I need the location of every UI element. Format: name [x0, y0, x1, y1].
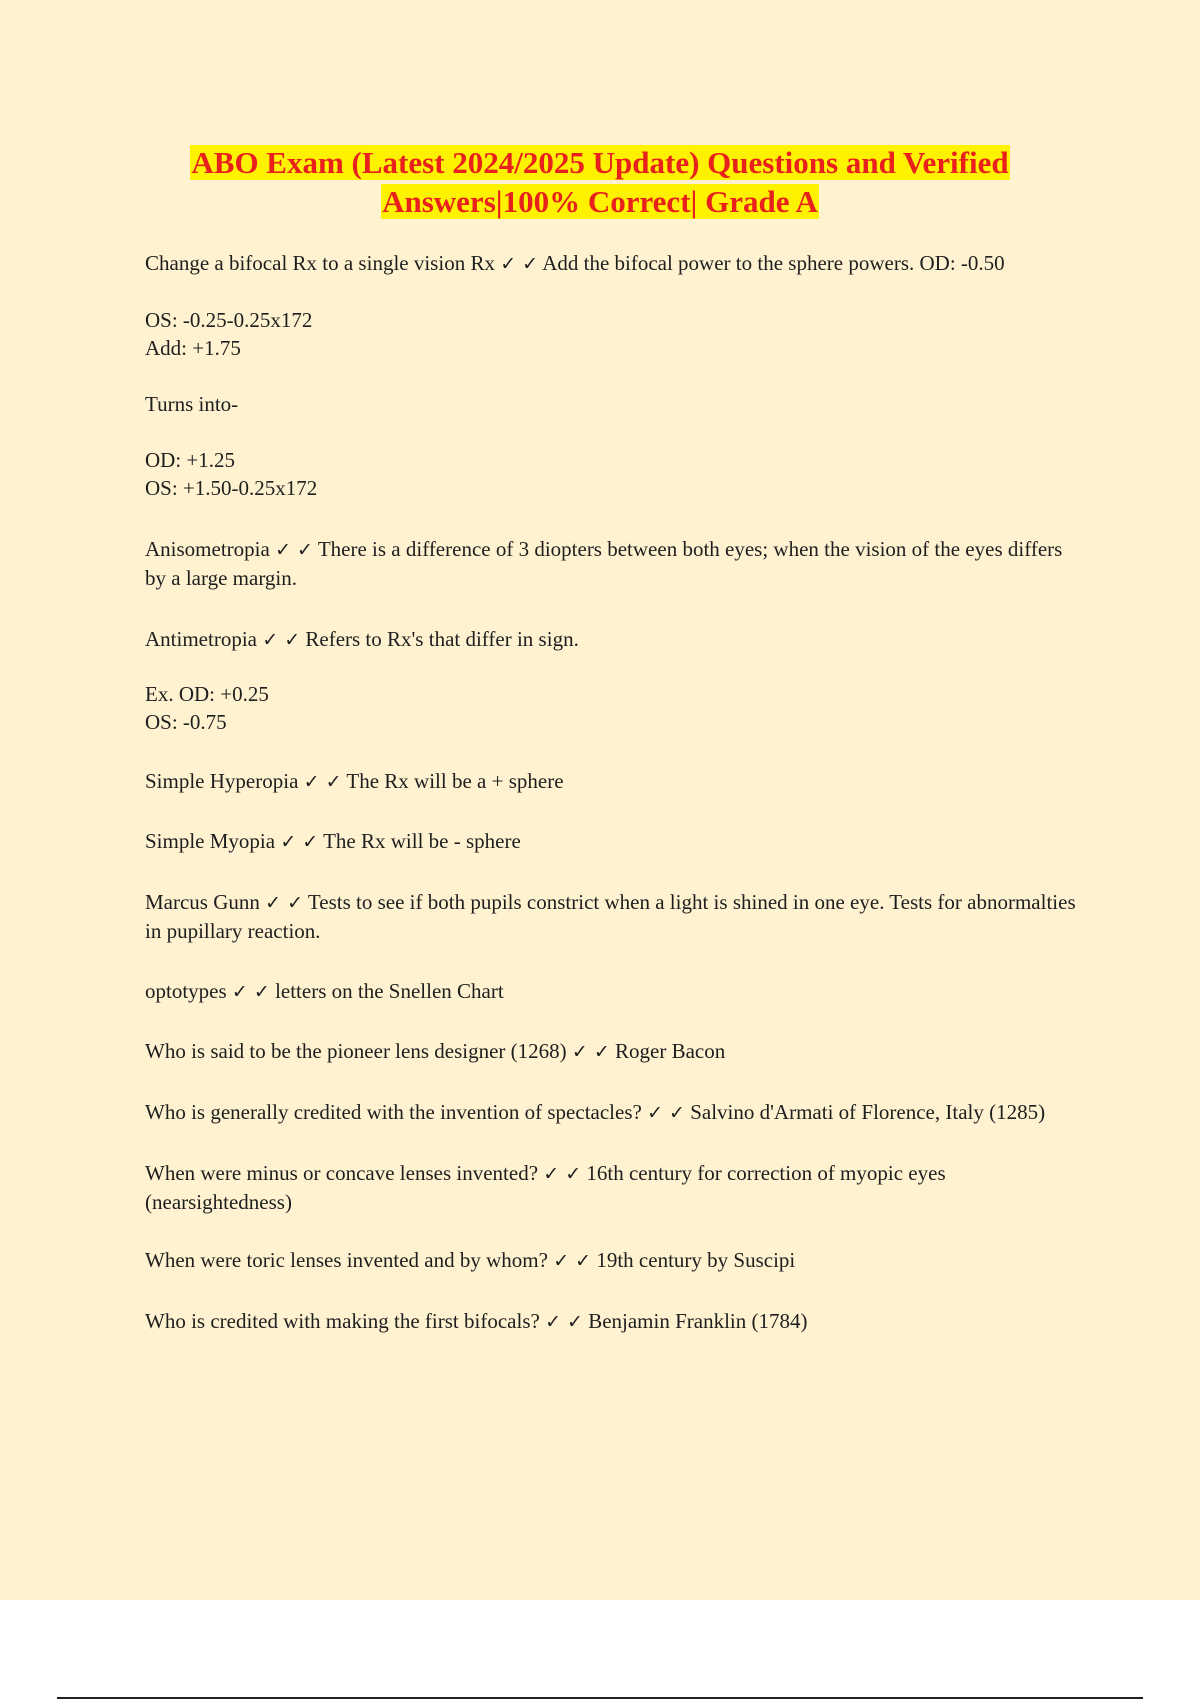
double-check-icon: ✓ ✓	[647, 1102, 685, 1124]
qa-extra-line: OS: -0.75	[145, 710, 227, 734]
qa-entry	[145, 767, 1085, 796]
qa-extra-line: Ex. OD: +0.25	[145, 682, 269, 706]
qa-entry	[145, 1037, 1085, 1066]
qa-entry	[145, 1307, 1085, 1336]
qa-term: Who is generally credited with the invention of spectacles?	[145, 1100, 642, 1124]
double-check-icon: ✓ ✓	[262, 629, 301, 651]
qa-extra-line: OD: +1.25	[145, 448, 236, 472]
qa-answer: Salvino d'Armati of Florence, Italy (1285)	[690, 1100, 1046, 1124]
qa-answer: Add the bifocal power to the sphere powers. OD: -0.50	[542, 251, 1005, 275]
qa-answer: There is a difference of 3 diopters between both eyes; when the vision of the eyes differs by a large margin.	[145, 537, 1063, 590]
qa-entry	[145, 977, 1085, 1006]
double-check-icon: ✓ ✓	[553, 1250, 592, 1272]
qa-list	[145, 249, 1085, 1336]
qa-extra-block	[145, 390, 1085, 418]
qa-term: Antimetropia	[145, 627, 257, 651]
qa-answer: Benjamin Franklin (1784)	[588, 1309, 808, 1333]
qa-extra-line: OS: -0.25-0.25x172	[145, 308, 313, 332]
qa-entry	[145, 535, 1085, 592]
qa-extra-block	[145, 446, 1085, 502]
qa-term: Marcus Gunn	[145, 890, 260, 914]
qa-answer: Refers to Rx's that differ in sign.	[305, 627, 579, 651]
qa-term: Simple Hyperopia	[145, 769, 299, 793]
qa-answer: The Rx will be - sphere	[323, 829, 521, 853]
qa-entry	[145, 888, 1085, 945]
qa-extra-line: Turns into-	[145, 392, 239, 416]
qa-entry	[145, 1098, 1085, 1127]
qa-extra-line: OS: +1.50-0.25x172	[145, 476, 318, 500]
double-check-icon: ✓ ✓	[571, 1041, 610, 1063]
qa-term: Who is credited with making the first bifocals?	[145, 1309, 540, 1333]
qa-term: When were toric lenses invented and by whom?	[145, 1248, 548, 1272]
qa-term: Anisometropia	[145, 537, 270, 561]
qa-entry	[145, 1159, 1085, 1216]
qa-entry	[145, 249, 1085, 278]
double-check-icon: ✓ ✓	[500, 253, 539, 275]
qa-answer: letters on the Snellen Chart	[275, 979, 504, 1003]
qa-entry	[145, 1246, 1085, 1275]
qa-term: optotypes	[145, 979, 227, 1003]
double-check-icon: ✓ ✓	[275, 539, 313, 561]
qa-term: Simple Myopia	[145, 829, 276, 853]
qa-answer: 19th century by Suscipi	[596, 1248, 796, 1272]
qa-entry	[145, 625, 1085, 654]
qa-term: When were minus or concave lenses invented?	[145, 1161, 539, 1185]
qa-answer: 16th century for correction of myopic eyes (nearsightedness)	[145, 1161, 946, 1214]
title-line-2: Answers|100% Correct| Grade A	[382, 184, 818, 219]
qa-answer: Tests to see if both pupils constrict when a light is shined in one eye. Tests for abnormalties in pupillary reaction.	[145, 890, 1076, 943]
qa-extra-block	[145, 680, 1085, 736]
double-check-icon: ✓ ✓	[280, 831, 319, 853]
double-check-icon: ✓ ✓	[265, 892, 304, 914]
footer-divider	[57, 1697, 1143, 1699]
double-check-icon: ✓ ✓	[303, 771, 342, 793]
qa-extra-line: Add: +1.75	[145, 336, 241, 360]
qa-term: Who is said to be the pioneer lens designer (1268)	[145, 1039, 567, 1063]
qa-answer: The Rx will be a + sphere	[346, 769, 564, 793]
qa-term: Change a bifocal Rx to a single vision Rx	[145, 251, 495, 275]
qa-answer: Roger Bacon	[615, 1039, 726, 1063]
double-check-icon: ✓ ✓	[231, 981, 270, 1003]
document-title	[0, 143, 1200, 221]
title-line-1: ABO Exam (Latest 2024/2025 Update) Questions and Verified	[191, 145, 1009, 180]
double-check-icon: ✓ ✓	[545, 1311, 583, 1333]
qa-entry	[145, 827, 1085, 856]
double-check-icon: ✓ ✓	[543, 1163, 582, 1185]
qa-extra-block	[145, 306, 1085, 362]
